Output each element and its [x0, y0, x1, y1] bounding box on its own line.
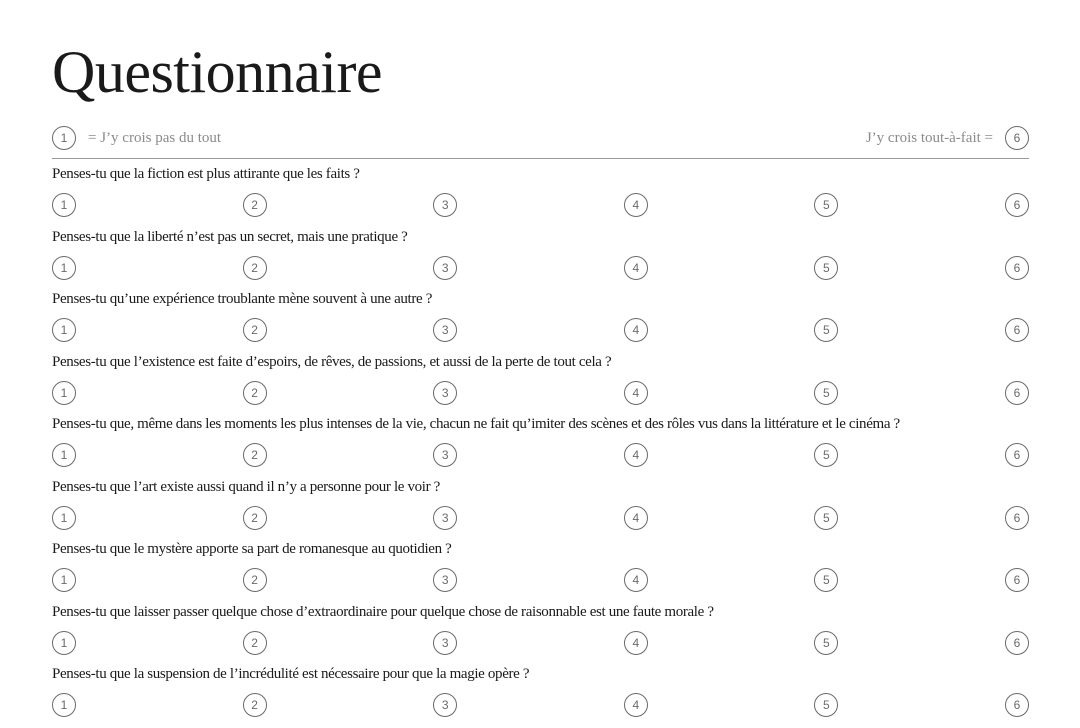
- question-text: Penses-tu que la liberté n’est pas un secret, mais une pratique ?: [52, 228, 408, 245]
- question-item: [52, 223, 1029, 286]
- rating-options: [52, 631, 1029, 655]
- question-text: Penses-tu que laisser passer quelque chose d’extraordinaire pour quelque chose de raisonnable est une faute morale ?: [52, 603, 714, 620]
- rating-option-5[interactable]: 5: [814, 318, 838, 342]
- rating-option-6[interactable]: 6: [1005, 506, 1029, 530]
- rating-option-2[interactable]: 2: [243, 693, 267, 717]
- rating-option-6[interactable]: 6: [1005, 381, 1029, 405]
- rating-option-5[interactable]: 5: [814, 443, 838, 467]
- rating-option-4[interactable]: 4: [624, 381, 648, 405]
- rating-option-1[interactable]: 1: [52, 631, 76, 655]
- rating-options: [52, 193, 1029, 217]
- question-item: [52, 410, 1029, 473]
- rating-option-5[interactable]: 5: [814, 693, 838, 717]
- rating-option-2[interactable]: 2: [243, 631, 267, 655]
- question-item: [52, 285, 1029, 348]
- rating-option-6[interactable]: 6: [1005, 443, 1029, 467]
- rating-option-2[interactable]: 2: [243, 506, 267, 530]
- rating-option-3[interactable]: 3: [433, 693, 457, 717]
- rating-option-1[interactable]: 1: [52, 193, 76, 217]
- rating-option-1[interactable]: 1: [52, 381, 76, 405]
- rating-option-4[interactable]: 4: [624, 193, 648, 217]
- rating-option-4[interactable]: 4: [624, 693, 648, 717]
- question-item: [52, 598, 1029, 661]
- rating-option-2[interactable]: 2: [243, 381, 267, 405]
- rating-option-5[interactable]: 5: [814, 568, 838, 592]
- question-text: Penses-tu que l’existence est faite d’espoirs, de rêves, de passions, et aussi de la perte de tout cela ?: [52, 353, 612, 370]
- rating-option-5[interactable]: 5: [814, 256, 838, 280]
- question-item: [52, 160, 1029, 223]
- question-item: [52, 473, 1029, 536]
- rating-option-4[interactable]: 4: [624, 568, 648, 592]
- rating-option-3[interactable]: 3: [433, 631, 457, 655]
- scale-min-label: = J’y crois pas du tout: [88, 129, 222, 146]
- rating-option-3[interactable]: 3: [433, 256, 457, 280]
- rating-option-2[interactable]: 2: [243, 318, 267, 342]
- rating-option-4[interactable]: 4: [624, 256, 648, 280]
- rating-option-3[interactable]: 3: [433, 381, 457, 405]
- rating-options: [52, 318, 1029, 342]
- question-text: Penses-tu que l’art existe aussi quand il n’y a personne pour le voir ?: [52, 478, 440, 495]
- rating-options: [52, 506, 1029, 530]
- rating-option-2[interactable]: 2: [243, 193, 267, 217]
- question-text: Penses-tu que, même dans les moments les plus intenses de la vie, chacun ne fait qu’imiter des scènes et des rôles vus dans la littérature et le cinéma ?: [52, 416, 900, 432]
- rating-option-5[interactable]: 5: [814, 631, 838, 655]
- rating-option-4[interactable]: 4: [624, 506, 648, 530]
- rating-option-3[interactable]: 3: [433, 193, 457, 217]
- scale-legend: [52, 125, 1029, 151]
- question-text: Penses-tu que la suspension de l’incrédulité est nécessaire pour que la magie opère ?: [52, 666, 530, 682]
- question-item: [52, 660, 1029, 723]
- rating-option-5[interactable]: 5: [814, 381, 838, 405]
- rating-option-3[interactable]: 3: [433, 506, 457, 530]
- question-item: [52, 535, 1029, 598]
- rating-option-3[interactable]: 3: [433, 443, 457, 467]
- rating-option-6[interactable]: 6: [1005, 193, 1029, 217]
- rating-option-1[interactable]: 1: [52, 256, 76, 280]
- rating-option-5[interactable]: 5: [814, 193, 838, 217]
- rating-option-5[interactable]: 5: [814, 506, 838, 530]
- rating-options: [52, 693, 1029, 717]
- rating-option-2[interactable]: 2: [243, 568, 267, 592]
- rating-options: [52, 381, 1029, 405]
- rating-options: [52, 568, 1029, 592]
- rating-option-1[interactable]: 1: [52, 443, 76, 467]
- rating-option-1[interactable]: 1: [52, 318, 76, 342]
- page-title: Questionnaire: [52, 39, 383, 105]
- rating-options: [52, 443, 1029, 467]
- scale-legend-max: [866, 125, 1029, 151]
- rating-option-6[interactable]: 6: [1005, 693, 1029, 717]
- rating-option-6[interactable]: 6: [1005, 631, 1029, 655]
- scale-max-label: J’y crois tout-à-fait =: [865, 129, 993, 146]
- scale-max-circle: 6: [1005, 126, 1029, 150]
- rating-option-1[interactable]: 1: [52, 693, 76, 717]
- rating-option-3[interactable]: 3: [433, 568, 457, 592]
- rating-option-2[interactable]: 2: [243, 443, 267, 467]
- header-divider: [52, 158, 1029, 159]
- question-list: [52, 160, 1029, 723]
- rating-options: [52, 256, 1029, 280]
- rating-option-4[interactable]: 4: [624, 631, 648, 655]
- rating-option-1[interactable]: 1: [52, 568, 76, 592]
- scale-legend-min: [52, 125, 221, 151]
- question-text: Penses-tu que le mystère apporte sa part de romanesque au quotidien ?: [52, 541, 452, 557]
- scale-min-circle: 1: [52, 126, 76, 150]
- rating-option-4[interactable]: 4: [624, 443, 648, 467]
- rating-option-3[interactable]: 3: [433, 318, 457, 342]
- rating-option-4[interactable]: 4: [624, 318, 648, 342]
- rating-option-2[interactable]: 2: [243, 256, 267, 280]
- rating-option-6[interactable]: 6: [1005, 256, 1029, 280]
- rating-option-1[interactable]: 1: [52, 506, 76, 530]
- question-text: Penses-tu qu’une expérience troublante mène souvent à une autre ?: [52, 291, 433, 307]
- question-item: [52, 348, 1029, 411]
- rating-option-6[interactable]: 6: [1005, 318, 1029, 342]
- question-text: Penses-tu que la fiction est plus attirante que les faits ?: [52, 166, 360, 182]
- rating-option-6[interactable]: 6: [1005, 568, 1029, 592]
